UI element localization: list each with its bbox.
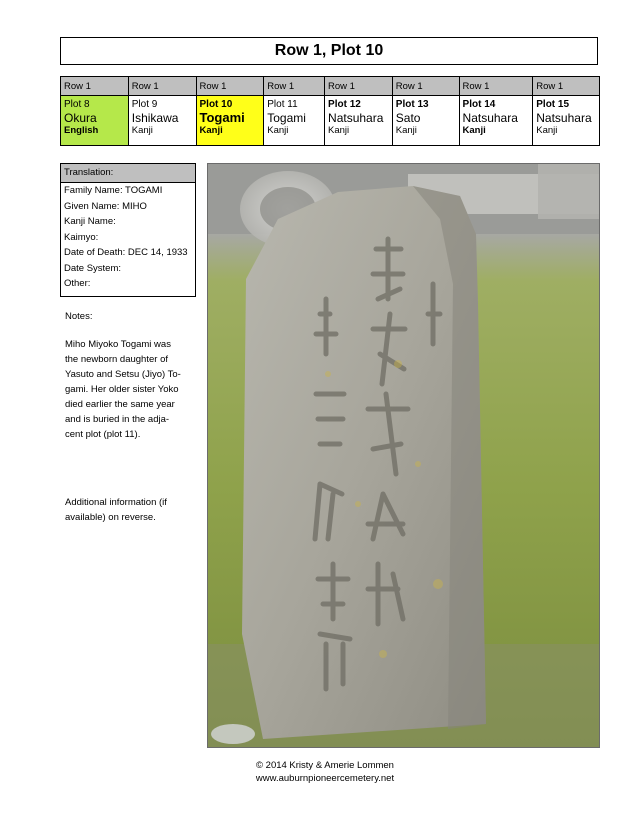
additional-info-line: available) on reverse.	[65, 512, 156, 523]
page-title: Row 1, Plot 10	[60, 37, 598, 65]
row-label: Row 1	[533, 77, 599, 96]
plot-family-name: Togami	[199, 110, 245, 125]
plot-language: Kanji	[267, 125, 289, 136]
notes-heading: Notes:	[65, 311, 93, 322]
plot-language: English	[64, 125, 99, 136]
kanji-name-field: Kanji Name:	[64, 216, 116, 227]
translation-box	[60, 163, 196, 297]
plot-number: Plot 11	[267, 99, 298, 110]
plot-cell-15[interactable]	[533, 77, 599, 145]
copyright-text: © 2014 Kristy & Amerie Lommen	[256, 760, 394, 771]
row-label: Row 1	[61, 77, 128, 96]
plot-number: Plot 8	[64, 99, 90, 110]
date-system-field: Date System:	[64, 262, 122, 274]
plot-number: Plot 9	[131, 99, 158, 110]
plot-family-name: Sato	[395, 111, 421, 125]
row-label: Row 1	[129, 77, 196, 96]
family-name-field: Family Name: TOGAMI	[64, 185, 163, 196]
other-field: Other:	[64, 278, 91, 289]
plot-number: Plot 13	[395, 99, 429, 110]
plot-cell-12[interactable]	[325, 77, 393, 145]
notes-line: the newborn daughter of	[65, 354, 168, 365]
notes-line: and is buried in the adja-	[65, 414, 170, 425]
row-label: Row 1	[460, 77, 533, 96]
plot-cell-8[interactable]	[61, 77, 129, 145]
plot-number: Plot 10	[199, 99, 233, 110]
plot-cell-9[interactable]	[129, 77, 197, 145]
plot-language: Kanji	[131, 125, 153, 136]
plot-cell-14[interactable]	[460, 77, 534, 145]
translation-header: Translation:	[61, 164, 195, 183]
notes-line: gami. Her older sister Yoko	[65, 384, 179, 395]
plot-family-name: Natsuhara	[462, 111, 518, 125]
plot-family-name: Natsuhara	[536, 111, 592, 125]
plot-number: Plot 12	[328, 99, 361, 110]
notes-section	[65, 309, 193, 525]
date-of-death-field: Date of Death: DEC 14, 1933	[64, 247, 188, 258]
plot-cell-13[interactable]	[393, 77, 460, 145]
footer	[200, 759, 450, 785]
plot-navigation-table	[60, 76, 600, 146]
gravestone-photo	[207, 163, 600, 748]
additional-info-line: Additional information (if	[65, 497, 167, 508]
row-label: Row 1	[325, 77, 392, 96]
notes-line: cent plot (plot 11).	[65, 429, 141, 440]
notes-line: Miho Miyoko Togami was	[65, 339, 171, 350]
plot-number: Plot 14	[462, 99, 496, 110]
kaimyo-field: Kaimyo:	[64, 231, 99, 243]
plot-cell-10-current[interactable]	[197, 77, 265, 145]
plot-language: Kanji	[199, 125, 223, 136]
plot-language: Kanji	[328, 125, 350, 136]
row-label: Row 1	[393, 77, 459, 96]
plot-family-name: Natsuhara	[328, 111, 384, 125]
plot-family-name: Okura	[64, 111, 97, 125]
plot-cell-11[interactable]	[264, 77, 325, 145]
plot-language: Kanji	[536, 125, 558, 136]
given-name-field: Given Name: MIHO	[64, 200, 147, 212]
notes-line: Yasuto and Setsu (Jiyo) To-	[65, 369, 181, 380]
notes-line: died earlier the same year	[65, 399, 175, 410]
row-label: Row 1	[264, 77, 324, 96]
plot-number: Plot 15	[536, 99, 570, 110]
plot-family-name: Togami	[267, 111, 306, 125]
plot-family-name: Ishikawa	[131, 111, 179, 125]
website-link[interactable]: www.auburnpioneercemetery.net	[255, 773, 395, 784]
plot-language: Kanji	[462, 125, 486, 136]
row-label: Row 1	[197, 77, 264, 96]
plot-language: Kanji	[395, 125, 417, 136]
